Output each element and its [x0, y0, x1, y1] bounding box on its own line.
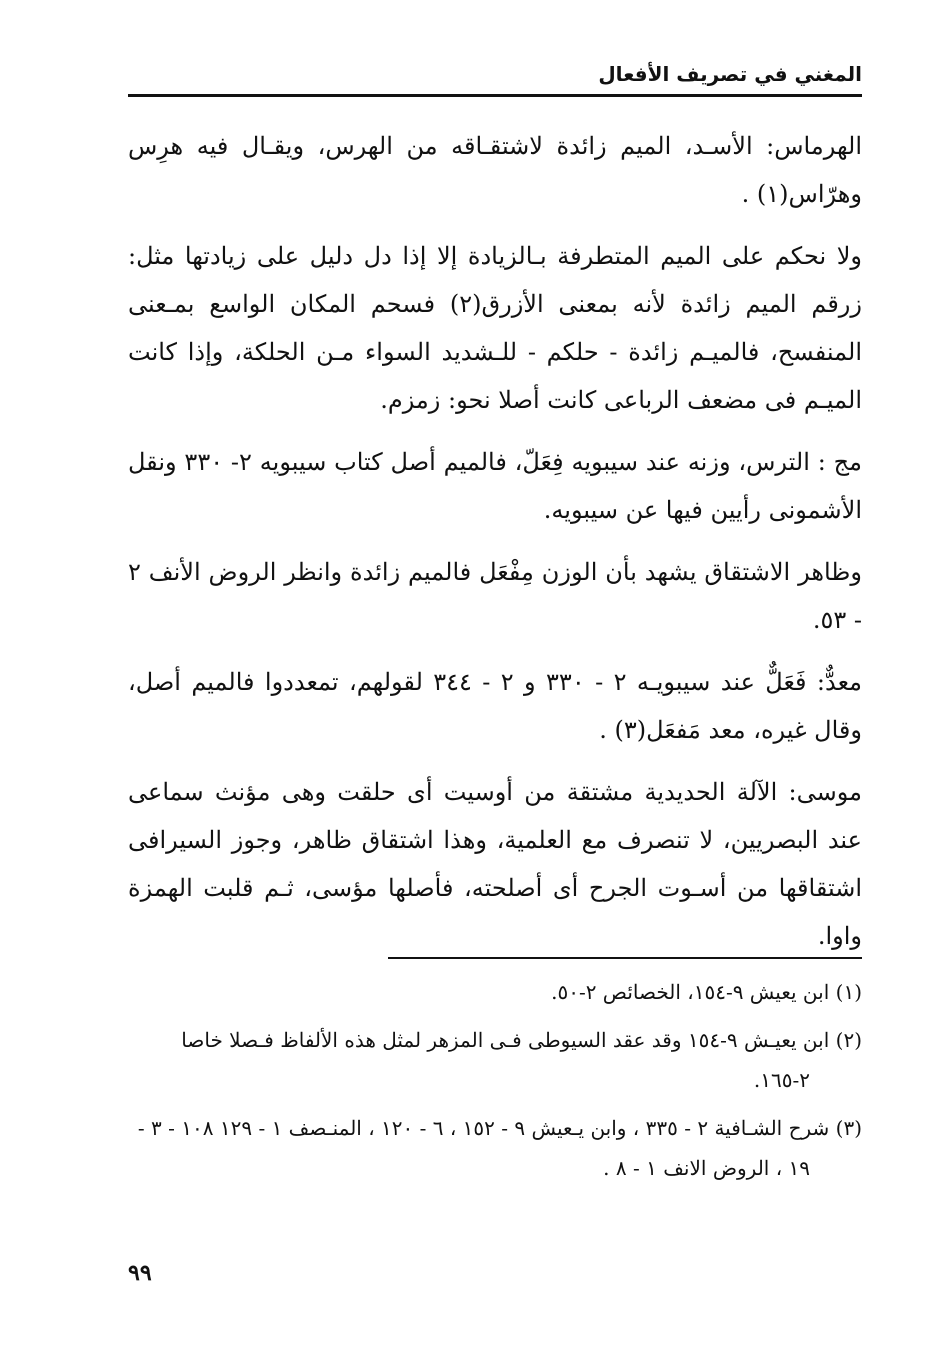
footnotes [128, 972, 862, 1196]
page-number: ٩٩ [128, 1260, 152, 1286]
main-text [128, 122, 862, 974]
paragraph-derivation: وظاهر الاشتقاق يشهد بأن الوزن مِفْعَل فالميم زائدة وانظر الروض الأنف ٢ - ٥٣. [128, 558, 862, 634]
paragraph-musa: موسى: الآلة الحديدية مشتقة من أوسيت أى حلقت وهى مؤنث سماعى عند البصريين، لا تنصرف مع العلمية، وهذا اشتقاق ظاهر، وجوز السيرافى اشتقاقها من أسـوت الجرح أى أصلحته، فأصلها مؤسى، ثـم قلبت الهمزة واوا. [128, 778, 862, 950]
paragraph-mijj: مج : الترس، وزنه عند سيبويه فِعَلّ، فالميم أصل كتاب سيبويه ٢- ٣٣٠ ونقل الأشمونى رأيين فيها عن سيبويه. [128, 448, 862, 524]
paragraph-maadd: معدٌّ: فَعَلٌّ عند سيبويـه ٢ - ٣٣٠ و ٢ - ٣٤٤ لقولهم، تمعددوا فالميم أصل، وقال غيره، معد مَفعَل(٣) . [128, 668, 863, 744]
footnote-3: (٣) شرح الشـافية ٢ - ٣٣٥ ، وابن يـعيش ٩ - ١٥٢ ، ٦ - ١٢٠ ، المنـصف ١ - ١٢٩ ١٠٨ - ٣ - ١٩ ، الروض الانف ١ - ٨ . [137, 1116, 862, 1180]
paragraph-final-mim: ولا نحكم على الميم المتطرفة بـالزيادة إلا إذا دل دليل على زيادتها مثل: زرقم الميم زائدة لأنه بمعنى الأزرق(٢) فسحم المكان الواسع بمـعنى المنفسح، فالميـم زائدة - حلكم - للـشديد السواء مـن الحلكة، وإذا كانت الميـم فى مضعف الرباعى كانت أصلا نحو: زمزم. [128, 242, 862, 414]
paragraph-hirmas: الهرماس: الأسـد، الميم زائدة لاشتقـاقه من الهرس، ويقـال فيه هرِس وهرّاس(١) . [128, 132, 862, 208]
footnote-rule [388, 957, 862, 959]
header-rule [128, 94, 862, 97]
running-title: المغني في تصريف الأفعال [598, 62, 862, 86]
footnote-2: (٢) ابن يعيـش ٩-١٥٤ وقد عقد السيوطى فـى المزهر لمثل هذه الألفاظ فـصلا خاصا ٢-١٦٥. [181, 1028, 862, 1092]
footnote-1: (١) ابن يعيش ٩-١٥٤، الخصائص ٢-٥٠. [551, 980, 862, 1004]
